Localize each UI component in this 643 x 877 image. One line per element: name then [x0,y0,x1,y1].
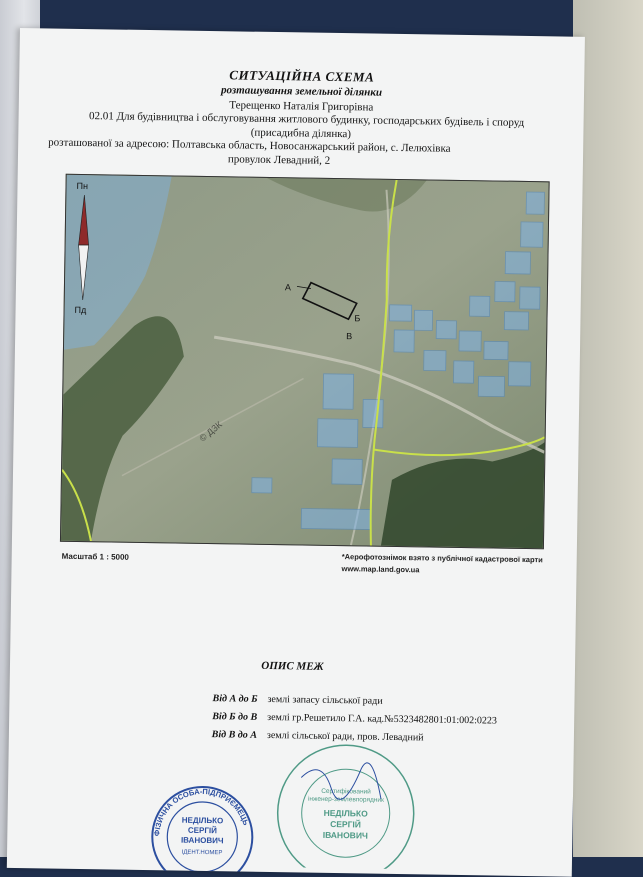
stamp-green [270,737,422,869]
boundary-row [10,690,383,707]
boundary-desc: землі гр.Решетило Г.А. кад.№5323482801:01:002:0223 [267,711,498,727]
document-title: СИТУАЦІЙНА СХЕМА [229,67,375,85]
point-v-label: В [346,331,353,342]
purpose-line-1: 02.01 Для будівництва і обслуговування житлового будинку, господарських будівель і споруд [88,110,525,129]
boundary-from: Від А до Б [212,693,258,705]
source-note-line-2: www.map.land.gov.ua [341,564,420,575]
stamp-blue-name-3: ІВАНОВИЧ [180,835,224,846]
point-b-label: Б [354,313,361,324]
south-label: Пд [74,304,87,316]
stamp-blue-outer-text: ФІЗИЧНА ОСОБА-ПІДПРИЄМЕЦЬ [152,786,251,837]
stamp-green-name-3: ІВАНОВИЧ [322,829,369,841]
boundary-desc: землі сільської ради, пров. Левадний [266,729,424,744]
purpose-line-2: (присадибна ділянка) [250,126,352,141]
owner-name: Терещенко Наталія Григорівна [229,99,374,114]
map-scale: Масштаб 1 : 5000 [61,551,129,562]
aerial-map [60,174,550,550]
stamp-green-top-2: інженер-землевпорядник [307,795,384,804]
map-watermark-1: © ДЗК [197,419,224,444]
desk-surface-right [573,0,643,857]
stamp-blue-name-1: НЕДІЛЬКО [181,815,224,826]
stamp-blue [147,780,258,872]
address-line-1: розташованої за адресою: Полтавська область, Новосанжарський район, с. Лелюхівка [48,136,451,155]
stamp-blue-name-2: СЕРГІЙ [187,825,217,836]
stamp-green-name-1: НЕДІЛЬКО [323,807,368,819]
point-a-label: А [284,282,292,293]
boundaries-title: ОПИС МЕЖ [261,659,324,673]
address-line-2: провулок Левадний, 2 [227,153,331,167]
north-label: Пн [76,180,89,192]
document-sheet [7,28,585,877]
document-subtitle: розташування земельної ділянки [220,84,383,99]
stamp-blue-id: ІДЕНТ.НОМЕР [181,849,223,857]
source-note-line-1: *Аерофотознімок взято з публічної кадастрової карти [341,552,543,565]
boundary-row [9,708,498,727]
boundary-row [9,726,424,744]
boundary-desc: землі запасу сільської ради [267,693,383,707]
boundary-from: Від Б до В [212,711,258,723]
stamp-green-name-2: СЕРГІЙ [330,818,362,830]
stamp-green-top-1: Сертифікований [321,787,371,796]
boundary-from: Від В до А [211,729,258,741]
source-note [341,551,542,578]
